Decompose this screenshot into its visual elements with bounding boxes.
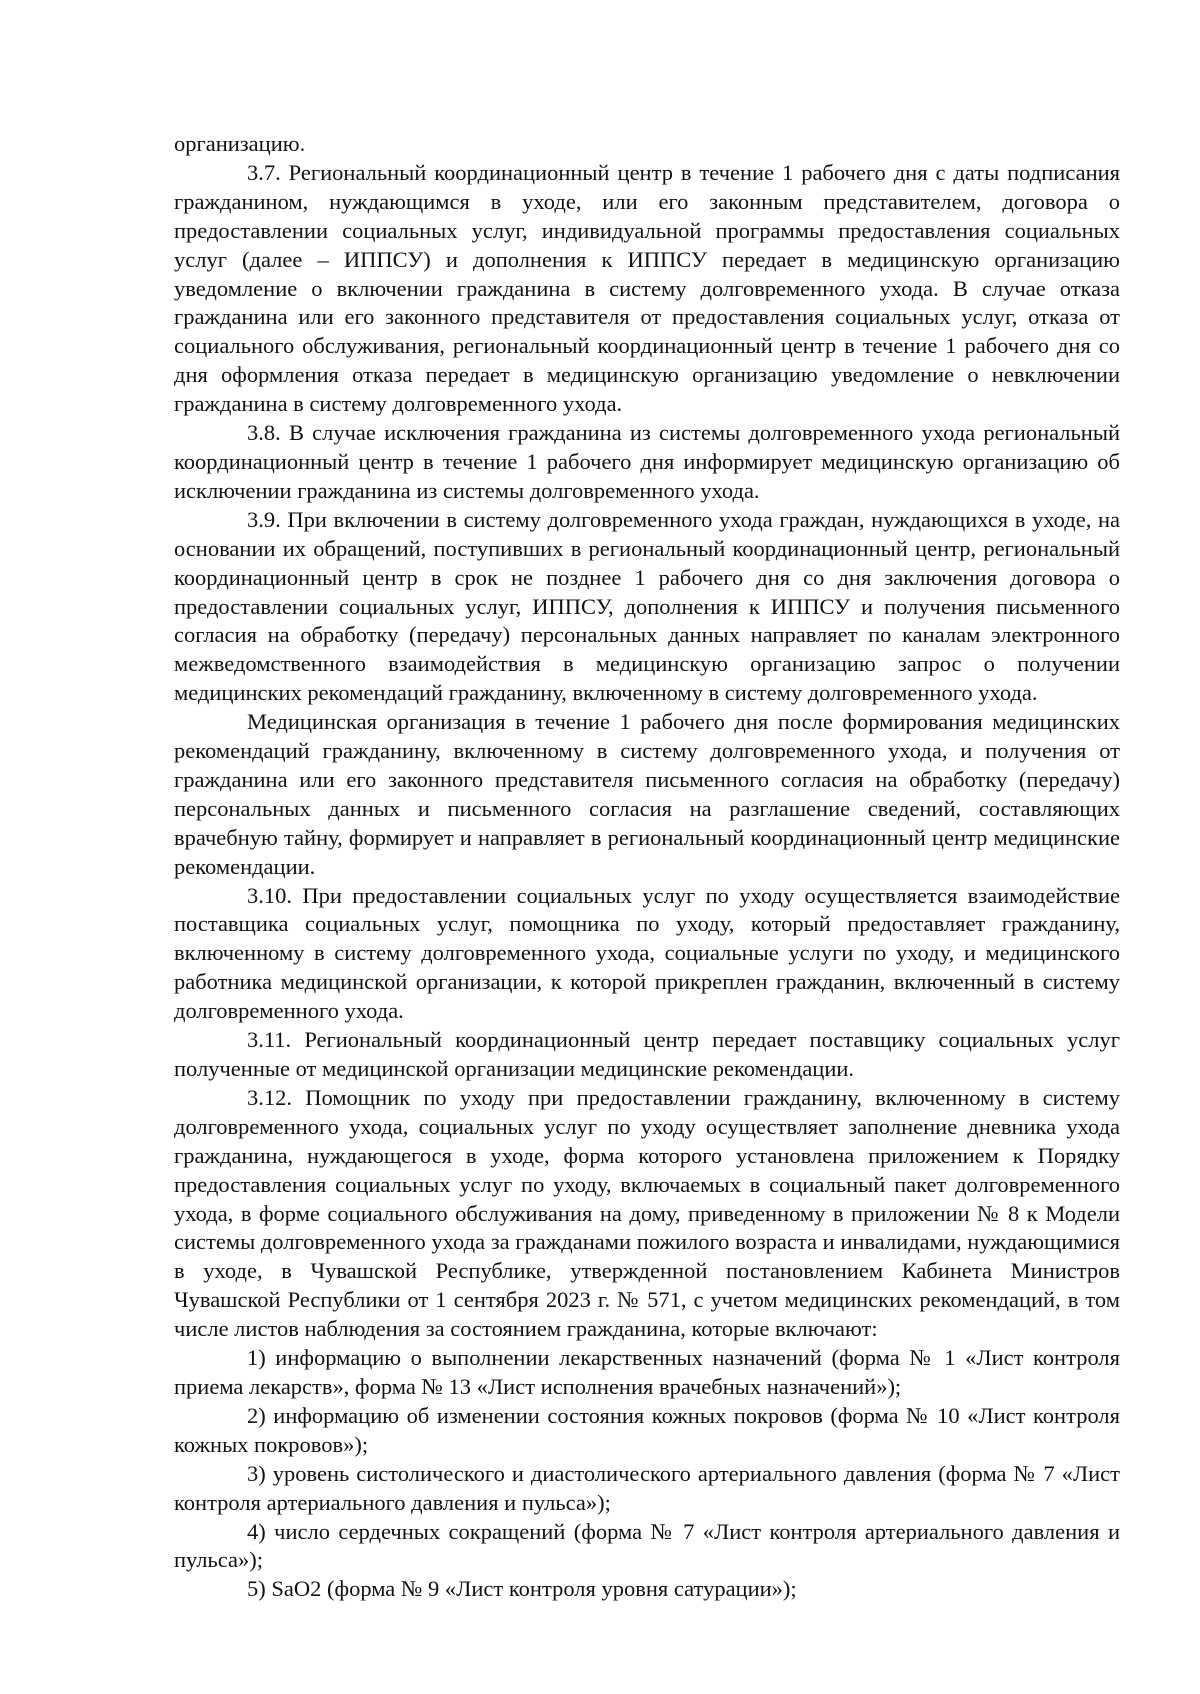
list-item-1: 1) информацию о выполнении лекарственных назначений (форма № 1 «Лист контроля приема лекарств», форма № 13 «Лист исполнения врачебных назначений»); — [174, 1345, 1120, 1399]
list-item-2: 2) информацию об изменении состояния кожных покровов (форма № 10 «Лист контроля кожных покровов»); — [174, 1402, 1120, 1457]
paragraph-3-9: 3.9. При включении в систему долговременного ухода граждан, нуждающихся в уходе, на основании их обращений, поступивших в региональный координационный центр, региональный координационный центр в срок не позднее 1 рабочего дня со дня заключения договора о предоставлении социальных услуг, ИППСУ, дополнения к ИППСУ и получения письменного согласия на обработку (передачу) персональных данных направляет по каналам электронного межведомственного взаимодействия в медицинскую организацию запрос о получении медицинских рекомендаций гражданину, включенному в систему долговременного ухода. — [174, 506, 1120, 706]
paragraph-3-8: 3.8. В случае исключения гражданина из системы долговременного ухода региональный координационный центр в течение 1 рабочего дня информирует медицинскую организацию об исключении гражданина из системы долговременного ухода. — [174, 420, 1120, 503]
paragraph-3-7: 3.7. Региональный координационный центр в течение 1 рабочего дня с даты подписания гражданином, нуждающимся в уходе, или его законным представителем, договора о предоставлении социальных услуг, индивидуальной программы предоставления социальных услуг (далее – ИППСУ) и дополнения к ИППСУ передает в медицинскую организацию уведомление о включении гражданина в систему долговременного ухода. В случае отказа гражданина или его законного представителя от предоставления социальных услуг, отказа от социального обслуживания, региональный координационный центр в течение 1 рабочего дня со дня оформления отказа передает в медицинскую организацию уведомление о невключении гражданина в систему долговременного ухода. — [174, 159, 1120, 417]
list-item-3: 3) уровень систолического и диастолического артериального давления (форма № 7 «Лист контроля артериального давления и пульса»); — [174, 1460, 1120, 1515]
paragraph-3-12: 3.12. Помощник по уходу при предоставлении гражданину, включенному в систему долговременного ухода, социальных услуг по уходу осуществляет заполнение дневника ухода гражданина, нуждающегося в уходе, форма которого установлена приложением к Порядку предоставления социальных услуг по уходу, включаемых в социальный пакет долговременного ухода, в форме социального обслуживания на дому, приведенному в приложении № 8 к Модели системы долговременного ухода за гражданами пожилого возраста и инвалидами, нуждающимися в уходе, в Чувашской Республике, утвержденной постановлением Кабинета Министров Чувашской Республики от 1 сентября 2023 г. № 571, с учетом медицинских рекомендаций, в том числе листов наблюдения за состоянием гражданина, которые включают: — [174, 1084, 1120, 1342]
document-page — [174, 130, 1120, 1604]
paragraph-medical-organization: Медицинская организация в течение 1 рабочего дня после формирования медицинских рекомендаций гражданину, включенному в систему долговременного ухода, и получения от гражданина или его законного представителя письменного согласия на обработку (передачу) персональных данных и письменного согласия на разглашение сведений, составляющих врачебную тайну, формирует и направляет в региональный координационный центр медицинские рекомендации. — [174, 709, 1120, 879]
paragraph-3-10: 3.10. При предоставлении социальных услуг по уходу осуществляется взаимодействие поставщика социальных услуг, помощника по уходу, который предоставляет гражданину, включенному в систему долговременного ухода, социальные услуги по уходу, и медицинского работника медицинской организации, к которой прикреплен гражданин, включенный в систему долговременного ухода. — [174, 882, 1120, 1024]
paragraph-3-11: 3.11. Региональный координационный центр передает поставщику социальных услуг полученные от медицинской организации медицинские рекомендации. — [174, 1027, 1120, 1081]
paragraph-continuation: организацию. — [174, 131, 306, 156]
list-item-4: 4) число сердечных сокращений (форма № 7 «Лист контроля артериального давления и пульса»); — [174, 1518, 1120, 1573]
list-item-5: 5) SaO2 (форма № 9 «Лист контроля уровня сатурации»); — [247, 1576, 797, 1602]
